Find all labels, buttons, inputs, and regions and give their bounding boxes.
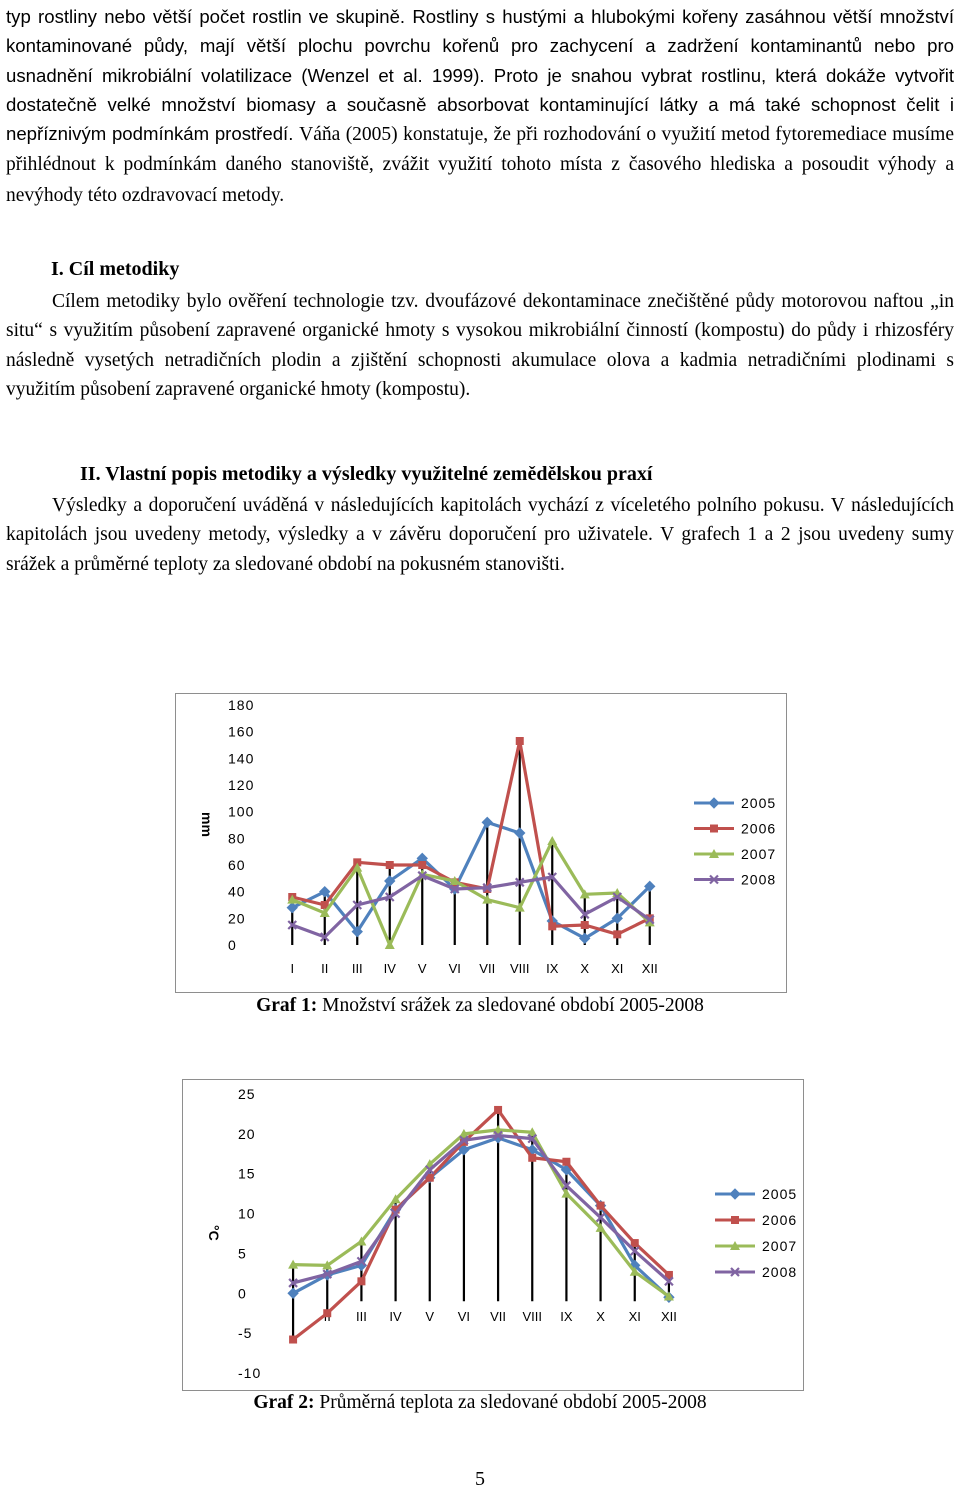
paragraph-intro	[6, 2, 954, 210]
x-tick-label: IV	[383, 961, 396, 976]
x-tick-label: IX	[546, 961, 559, 976]
legend-marker-2006	[731, 1216, 739, 1224]
y-tick-label: 140	[228, 750, 255, 767]
caption-graf-2	[0, 1392, 960, 1414]
data-point-2006	[418, 861, 426, 869]
legend-label-2005: 2005	[762, 1186, 798, 1202]
data-point-2006	[289, 1336, 297, 1344]
x-tick-label: II	[321, 961, 329, 976]
data-point-2006	[323, 1309, 331, 1317]
legend-label-2006: 2006	[741, 820, 777, 837]
legend-label-2008: 2008	[741, 871, 777, 888]
data-point-2006	[528, 1154, 536, 1162]
caption-graf-2-label: Graf 2:	[253, 1392, 315, 1413]
x-tick-label: VIII	[522, 1309, 543, 1324]
data-point-2006	[562, 1158, 570, 1166]
y-tick-label: 160	[228, 723, 255, 740]
legend-marker-2006	[710, 825, 718, 833]
legend-marker-2005	[709, 798, 719, 808]
series-line-2007	[293, 1130, 669, 1297]
caption-graf-1	[0, 995, 960, 1017]
legend-marker-2005	[730, 1189, 740, 1199]
paragraph-intro-text: typ rostliny nebo větší počet rostlin ve skupině. Rostliny s hustými a hlubokými kořeny zasáhnou větší množství kontaminované půdy, mají větší plochu povrchu kořenů pro zachycení a zadržení kontaminantů nebo pro usnadnění mikrobiální volatilizace (Wenzel et al. 1999). Proto je snahou vybrat rostlinu, která dokáže vytvořit dostatečně velké množství biomasy a současně absorbovat kontaminující látky a má také schopnost čelit i nepříznivým podmínkám prostředí.	[6, 6, 954, 145]
y-tick-label: -10	[238, 1365, 262, 1381]
y-tick-label: 40	[228, 883, 246, 900]
series-line-2005	[292, 822, 650, 938]
data-point-2006	[631, 1239, 639, 1247]
x-tick-label: V	[425, 1309, 435, 1324]
paragraph-results: Výsledky a doporučení uváděná v následujících kapitolách vychází z víceletého polního pokusu. V následujících kapitolách jsou uvedeny metody, výsledky a v závěru doporučení pro uživatele. V grafech 1 a 2 jsou uvedeny sumy srážek a průměrné teploty za sledované období na pokusném stanovišti.	[6, 495, 954, 575]
x-tick-label: XI	[611, 961, 624, 976]
x-tick-label: VII	[479, 961, 496, 976]
x-tick-label: I	[290, 961, 295, 976]
y-tick-label: 120	[228, 777, 255, 793]
legend-label-2006: 2006	[762, 1212, 798, 1228]
data-point-2007	[385, 940, 395, 949]
x-tick-label: VIII	[509, 961, 530, 976]
y-tick-label: 60	[228, 857, 246, 873]
y-tick-label: 20	[228, 910, 246, 927]
x-tick-label: VI	[448, 961, 461, 976]
caption-graf-1-label: Graf 1:	[256, 995, 318, 1016]
x-tick-label: XII	[641, 961, 658, 976]
data-point-2006	[494, 1106, 502, 1114]
paragraph-vana-text: Váňa (2005) konstatuje, že při rozhodování o využití metod fytoremediace musíme přihlédnout k podmínkám daného stanoviště, zvážit využití tohoto místa z časového hlediska a posoudit výhody a nevýhody této ozdravovací metody.	[6, 124, 954, 206]
x-tick-label: VI	[457, 1309, 471, 1324]
x-tick-label: XI	[628, 1309, 641, 1324]
y-axis-label: °C	[206, 1225, 222, 1241]
y-tick-label: 180	[228, 697, 255, 713]
y-tick-label: 100	[228, 803, 255, 820]
data-point-2006	[386, 861, 394, 869]
x-tick-label: X	[596, 1309, 605, 1324]
x-tick-label: III	[355, 1309, 367, 1324]
data-point-2006	[581, 921, 589, 929]
x-tick-label: VII	[490, 1309, 507, 1324]
paragraph-goal: Cílem metodiky bylo ověření technologie tzv. dvoufázové dekontaminace znečištěné půdy motorovou naftou „in situ“ s využitím působení zapravené organické hmoty s vysokou mikrobiální činností (kompostu) do půdy i rhizosféry následně vysetých netradičních plodin a zjištění schopnosti akumulace olova a kadmia netradičními plodinami s využitím působení zapravené organické hmoty (kompostu).	[6, 291, 954, 400]
data-point-2006	[516, 737, 524, 745]
y-tick-label: 0	[238, 1285, 247, 1302]
y-tick-label: 10	[238, 1205, 256, 1222]
series-line-2006	[292, 741, 650, 934]
chart-precipitation-svg	[176, 694, 786, 992]
y-tick-label: 80	[228, 830, 246, 847]
x-tick-label: XII	[660, 1309, 677, 1324]
chart-precipitation	[175, 693, 787, 993]
x-tick-label: X	[580, 961, 590, 976]
y-tick-label: 5	[238, 1245, 247, 1262]
data-point-2006	[357, 1277, 365, 1285]
x-tick-label: III	[351, 961, 363, 976]
y-tick-label: -5	[238, 1325, 253, 1342]
data-point-2006	[597, 1202, 605, 1210]
y-tick-label: 15	[238, 1165, 256, 1182]
heading-goal: I. Cíl metodiky	[51, 258, 180, 280]
legend-label-2007: 2007	[741, 846, 777, 862]
x-tick-label: I	[291, 1309, 295, 1324]
y-tick-label: 25	[238, 1086, 256, 1102]
chart-temperature	[182, 1079, 804, 1391]
caption-graf-1-text: Množství srážek za sledované období 2005-2008	[317, 995, 704, 1016]
y-tick-label: 0	[228, 937, 237, 953]
x-tick-label: V	[417, 961, 427, 976]
data-point-2005	[482, 817, 492, 827]
y-tick-label: 20	[238, 1125, 256, 1142]
legend-label-2007: 2007	[762, 1238, 798, 1254]
chart-temperature-svg	[183, 1080, 803, 1390]
page-number: 5	[475, 1468, 485, 1490]
data-point-2005	[515, 828, 525, 838]
series-line-2008	[293, 1135, 669, 1282]
heading-methodology: II. Vlastní popis metodiky a výsledky využitelné zemědělskou praxí	[80, 463, 653, 485]
data-point-2006	[548, 922, 556, 930]
x-tick-label: IX	[560, 1309, 573, 1324]
data-point-2006	[613, 930, 621, 938]
data-point-2007	[547, 836, 557, 845]
y-axis-label: mm	[199, 812, 215, 837]
caption-graf-2-text: Průměrná teplota za sledované období 2005-2008	[314, 1392, 707, 1413]
x-tick-label: IV	[389, 1309, 402, 1324]
legend-label-2008: 2008	[762, 1264, 798, 1280]
legend-label-2005: 2005	[741, 795, 777, 811]
